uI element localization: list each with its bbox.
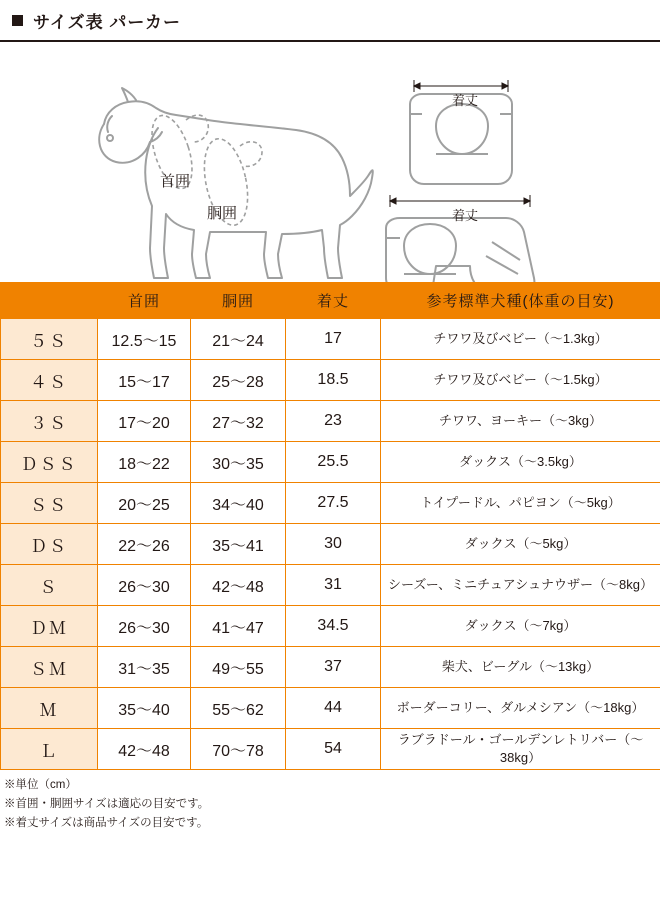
square-bullet-icon xyxy=(12,15,23,26)
header-breed: 参考標準犬種(体重の目安) xyxy=(381,283,660,319)
size-table xyxy=(0,282,660,770)
notes-list xyxy=(0,770,660,833)
table-row xyxy=(1,524,660,565)
cell-chest: 49〜55 xyxy=(191,647,286,688)
table-row xyxy=(1,360,660,401)
cell-chest: 21〜24 xyxy=(191,319,286,360)
cell-neck: 42〜48 xyxy=(98,729,191,770)
cell-neck: 22〜26 xyxy=(98,524,191,565)
table-row xyxy=(1,688,660,729)
cell-breed: チワワ、ヨーキー（〜3kg） xyxy=(381,401,660,442)
cell-size: ＳＭ xyxy=(1,647,98,688)
cell-breed: ラブラドール・ゴールデンレトリバー（〜38kg） xyxy=(381,729,660,770)
table-row xyxy=(1,606,660,647)
cell-size: Ｍ xyxy=(1,688,98,729)
label-length-top: 着丈 xyxy=(452,93,479,108)
illustration-svg xyxy=(0,42,660,282)
cell-breed: 柴犬、ビーグル（〜13kg） xyxy=(381,647,660,688)
cell-size: ５Ｓ xyxy=(1,319,98,360)
table-row xyxy=(1,565,660,606)
cell-breed: ダックス（〜7kg） xyxy=(381,606,660,647)
cell-breed: ボーダーコリー、ダルメシアン（〜18kg） xyxy=(381,688,660,729)
cell-length: 25.5 xyxy=(286,442,381,483)
header-neck: 首囲 xyxy=(98,283,191,319)
cell-length: 34.5 xyxy=(286,606,381,647)
cell-chest: 27〜32 xyxy=(191,401,286,442)
cell-size: ４Ｓ xyxy=(1,360,98,401)
cell-size: ＤＭ xyxy=(1,606,98,647)
cell-chest: 30〜35 xyxy=(191,442,286,483)
cell-length: 18.5 xyxy=(286,360,381,401)
cell-chest: 70〜78 xyxy=(191,729,286,770)
note-neck-chest: ※首囲・胴囲サイズは適応の目安です。 xyxy=(4,797,210,810)
page-header xyxy=(0,0,660,42)
cell-neck: 35〜40 xyxy=(98,688,191,729)
note-length: ※着丈サイズは商品サイズの目安です。 xyxy=(4,816,209,829)
cell-chest: 34〜40 xyxy=(191,483,286,524)
table-row xyxy=(1,483,660,524)
cell-neck: 26〜30 xyxy=(98,565,191,606)
cell-length: 30 xyxy=(286,524,381,565)
table-row xyxy=(1,442,660,483)
label-length-bottom: 着丈 xyxy=(452,208,479,223)
note-unit: ※単位（cm） xyxy=(4,779,77,791)
header-length: 着丈 xyxy=(286,283,381,319)
cell-neck: 31〜35 xyxy=(98,647,191,688)
cell-length: 31 xyxy=(286,565,381,606)
table-row xyxy=(1,401,660,442)
cell-neck: 26〜30 xyxy=(98,606,191,647)
cell-breed: ダックス（〜3.5kg） xyxy=(381,442,660,483)
label-chest: 胴囲 xyxy=(207,205,238,222)
cell-chest: 35〜41 xyxy=(191,524,286,565)
table-row xyxy=(1,647,660,688)
header-size xyxy=(1,283,98,319)
label-neck: 首囲 xyxy=(160,173,191,190)
cell-length: 44 xyxy=(286,688,381,729)
cell-size: Ｌ xyxy=(1,729,98,770)
cell-neck: 15〜17 xyxy=(98,360,191,401)
cell-neck: 12.5〜15 xyxy=(98,319,191,360)
cell-length: 37 xyxy=(286,647,381,688)
table-body xyxy=(1,319,660,770)
cell-chest: 41〜47 xyxy=(191,606,286,647)
table-row xyxy=(1,729,660,770)
table-header-row xyxy=(1,283,660,319)
cell-length: 54 xyxy=(286,729,381,770)
cell-chest: 25〜28 xyxy=(191,360,286,401)
illustration-area xyxy=(0,42,660,282)
cell-neck: 18〜22 xyxy=(98,442,191,483)
cell-size: Ｓ xyxy=(1,565,98,606)
header-chest: 胴囲 xyxy=(191,283,286,319)
page-title: サイズ表 パーカー xyxy=(33,12,182,32)
table-row xyxy=(1,319,660,360)
cell-size: ＤＳ xyxy=(1,524,98,565)
cell-breed: チワワ及びベビー（〜1.5kg） xyxy=(381,360,660,401)
cell-breed: ダックス（〜5kg） xyxy=(381,524,660,565)
cell-breed: トイプードル、パピヨン（〜5kg） xyxy=(381,483,660,524)
cell-size: ＤＳＳ xyxy=(1,442,98,483)
cell-chest: 55〜62 xyxy=(191,688,286,729)
cell-neck: 17〜20 xyxy=(98,401,191,442)
cell-length: 27.5 xyxy=(286,483,381,524)
cell-size: ３Ｓ xyxy=(1,401,98,442)
cell-length: 23 xyxy=(286,401,381,442)
cell-neck: 20〜25 xyxy=(98,483,191,524)
cell-size: ＳＳ xyxy=(1,483,98,524)
cell-breed: シーズー、ミニチュアシュナウザー（〜8kg） xyxy=(381,565,660,606)
cell-breed: チワワ及びベビー（〜1.3kg） xyxy=(381,319,660,360)
cell-length: 17 xyxy=(286,319,381,360)
cell-chest: 42〜48 xyxy=(191,565,286,606)
